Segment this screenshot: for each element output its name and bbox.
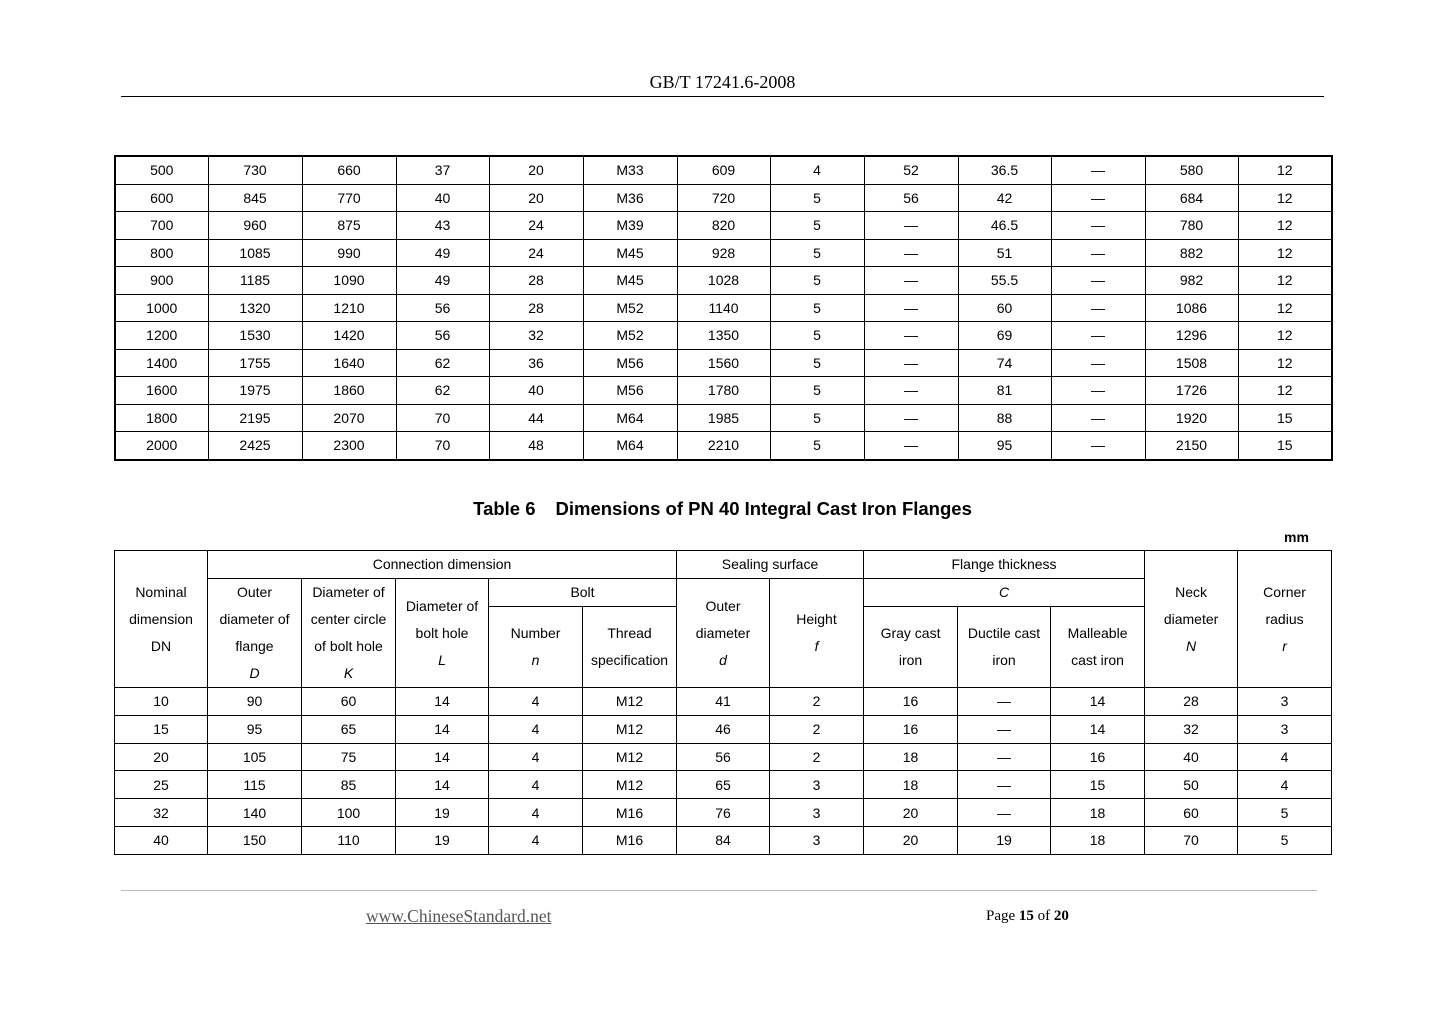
table6-header-row-1 xyxy=(115,551,1332,579)
table-cell: 65 xyxy=(677,771,770,799)
table-cell: — xyxy=(958,688,1051,716)
table-cell: 5 xyxy=(1238,799,1332,827)
table-cell: 845 xyxy=(208,184,302,212)
table-cell: — xyxy=(864,404,958,432)
table-cell: 2000 xyxy=(115,432,208,460)
table-row xyxy=(115,156,1332,184)
table-cell: 1420 xyxy=(302,322,396,350)
table-row xyxy=(115,799,1332,827)
table-cell: 55.5 xyxy=(958,267,1051,295)
table-cell: 18 xyxy=(1051,826,1145,854)
table-cell: 780 xyxy=(1145,212,1238,240)
header-connection-dimension: Connection dimension xyxy=(208,551,677,579)
table-cell: 1985 xyxy=(677,404,770,432)
table-cell: 36 xyxy=(489,349,583,377)
table-cell: 19 xyxy=(396,826,489,854)
table-cell: 730 xyxy=(208,156,302,184)
table-cell: 1090 xyxy=(302,267,396,295)
table-cell: 982 xyxy=(1145,267,1238,295)
table-cell: 2195 xyxy=(208,404,302,432)
table-cell: 5 xyxy=(770,267,864,295)
table-cell: 1860 xyxy=(302,377,396,405)
table-cell: 41 xyxy=(677,688,770,716)
table-cell: 12 xyxy=(1238,377,1332,405)
header-bolt: Bolt xyxy=(489,579,677,607)
table-cell: 1755 xyxy=(208,349,302,377)
table-cell: 5 xyxy=(770,184,864,212)
table-cell: 2 xyxy=(770,743,864,771)
table-cell: — xyxy=(864,294,958,322)
table-cell: 90 xyxy=(208,688,302,716)
table-cell: 105 xyxy=(208,743,302,771)
table-cell: 1800 xyxy=(115,404,208,432)
table-cell: 16 xyxy=(864,688,958,716)
table-cell: 14 xyxy=(396,688,489,716)
table-row xyxy=(115,688,1332,716)
table-cell: 1210 xyxy=(302,294,396,322)
table-cell: 24 xyxy=(489,239,583,267)
table-cell: M52 xyxy=(583,294,677,322)
table-cell: 28 xyxy=(489,267,583,295)
table-cell: M36 xyxy=(583,184,677,212)
table-cell: 32 xyxy=(115,799,208,827)
header-sealing-surface: Sealing surface xyxy=(677,551,864,579)
continued-dimensions-table xyxy=(114,155,1333,461)
table-cell: M16 xyxy=(583,799,677,827)
table-cell: 62 xyxy=(396,349,489,377)
table-cell: — xyxy=(864,349,958,377)
table-cell: M45 xyxy=(583,239,677,267)
table-cell: 14 xyxy=(396,743,489,771)
table-cell: — xyxy=(1051,404,1145,432)
table-cell: 928 xyxy=(677,239,770,267)
table-cell: 60 xyxy=(1145,799,1238,827)
table-cell: M64 xyxy=(583,404,677,432)
table-cell: 15 xyxy=(1238,404,1332,432)
header-gray-cast-iron: Gray cast iron xyxy=(864,607,958,688)
table-cell: 2 xyxy=(770,688,864,716)
table-cell: 18 xyxy=(864,771,958,799)
table-row xyxy=(115,715,1332,743)
table-cell: 1000 xyxy=(115,294,208,322)
table-cell: 62 xyxy=(396,377,489,405)
table-cell: 20 xyxy=(489,156,583,184)
table-cell: — xyxy=(1051,267,1145,295)
table-cell: 3 xyxy=(1238,688,1332,716)
table-cell: 1140 xyxy=(677,294,770,322)
document-id: GB/T 17241.6-2008 xyxy=(649,72,796,92)
header-height: Height f xyxy=(770,579,864,688)
table-cell: 2300 xyxy=(302,432,396,460)
header-ductile-cast-iron: Ductile cast iron xyxy=(958,607,1051,688)
table-cell: 12 xyxy=(1238,156,1332,184)
table-cell: 76 xyxy=(677,799,770,827)
table-cell: 74 xyxy=(958,349,1051,377)
table-cell: 1350 xyxy=(677,322,770,350)
table-cell: 70 xyxy=(1145,826,1238,854)
table-cell: 48 xyxy=(489,432,583,460)
table-cell: 10 xyxy=(115,688,208,716)
table-cell: M16 xyxy=(583,826,677,854)
table-cell: 42 xyxy=(958,184,1051,212)
table-cell: 1726 xyxy=(1145,377,1238,405)
table-cell: 1600 xyxy=(115,377,208,405)
table-cell: 32 xyxy=(1145,715,1238,743)
table-cell: 14 xyxy=(1051,688,1145,716)
table-cell: M12 xyxy=(583,715,677,743)
table-cell: — xyxy=(1051,184,1145,212)
table-cell: 1530 xyxy=(208,322,302,350)
table-cell: 20 xyxy=(864,799,958,827)
table-cell: 95 xyxy=(208,715,302,743)
table-cell: 18 xyxy=(1051,799,1145,827)
header-bolt-number: Number n xyxy=(489,607,583,688)
table-cell: 40 xyxy=(115,826,208,854)
table-cell: — xyxy=(1051,322,1145,350)
table-row xyxy=(115,377,1332,405)
table-row xyxy=(115,239,1332,267)
table-cell: 60 xyxy=(958,294,1051,322)
table-cell: — xyxy=(958,771,1051,799)
table-cell: 115 xyxy=(208,771,302,799)
table-cell: 960 xyxy=(208,212,302,240)
header-seal-outer-diameter: Outer diameter d xyxy=(677,579,770,688)
table-cell: 4 xyxy=(489,715,583,743)
table-row xyxy=(115,349,1332,377)
table-cell: 1920 xyxy=(1145,404,1238,432)
table-cell: M12 xyxy=(583,771,677,799)
table-cell: 1086 xyxy=(1145,294,1238,322)
table-cell: 1975 xyxy=(208,377,302,405)
table-cell: 24 xyxy=(489,212,583,240)
header-neck-diameter: Neck diameter N xyxy=(1145,551,1238,688)
table-cell: 600 xyxy=(115,184,208,212)
table-cell: 56 xyxy=(864,184,958,212)
table-cell: 800 xyxy=(115,239,208,267)
table-cell: 95 xyxy=(958,432,1051,460)
header-divider xyxy=(121,96,1324,97)
header-bolt-hole-diameter: Diameter of bolt hole L xyxy=(396,579,489,688)
table-cell: 580 xyxy=(1145,156,1238,184)
table-cell: M33 xyxy=(583,156,677,184)
table-cell: 14 xyxy=(396,771,489,799)
table-cell: — xyxy=(1051,239,1145,267)
table-cell: 51 xyxy=(958,239,1051,267)
table-cell: 20 xyxy=(489,184,583,212)
table-cell: 4 xyxy=(1238,743,1332,771)
table-cell: 70 xyxy=(396,404,489,432)
table6 xyxy=(114,550,1332,855)
table-cell: 65 xyxy=(302,715,396,743)
table-cell: 1296 xyxy=(1145,322,1238,350)
table-row xyxy=(115,826,1332,854)
table-cell: 12 xyxy=(1238,267,1332,295)
table-cell: M12 xyxy=(583,688,677,716)
table-cell: 3 xyxy=(770,799,864,827)
footer-divider xyxy=(121,890,1317,891)
table-cell: 1185 xyxy=(208,267,302,295)
table-cell: 900 xyxy=(115,267,208,295)
table-cell: 5 xyxy=(770,239,864,267)
table-row xyxy=(115,267,1332,295)
table-cell: 88 xyxy=(958,404,1051,432)
table-cell: — xyxy=(864,377,958,405)
table-cell: 28 xyxy=(1145,688,1238,716)
table-cell: 140 xyxy=(208,799,302,827)
table-row xyxy=(115,322,1332,350)
table-cell: M56 xyxy=(583,349,677,377)
table-cell: 1028 xyxy=(677,267,770,295)
table-cell: 3 xyxy=(770,771,864,799)
table-cell: 5 xyxy=(770,432,864,460)
table-cell: 49 xyxy=(396,267,489,295)
table-cell: 770 xyxy=(302,184,396,212)
table-cell: 70 xyxy=(396,432,489,460)
table-cell: 28 xyxy=(489,294,583,322)
table-cell: 1400 xyxy=(115,349,208,377)
table-cell: 56 xyxy=(396,294,489,322)
table-cell: 5 xyxy=(770,294,864,322)
table-cell: 20 xyxy=(115,743,208,771)
table-cell: 75 xyxy=(302,743,396,771)
table-cell: 4 xyxy=(1238,771,1332,799)
table-cell: 32 xyxy=(489,322,583,350)
table-cell: 49 xyxy=(396,239,489,267)
table-cell: 25 xyxy=(115,771,208,799)
table-cell: — xyxy=(1051,294,1145,322)
table-cell: 40 xyxy=(489,377,583,405)
table-cell: 100 xyxy=(302,799,396,827)
table6-unit: mm xyxy=(1284,529,1309,545)
table-cell: 5 xyxy=(770,349,864,377)
table-cell: 15 xyxy=(115,715,208,743)
page-number: Page 15 of 20 xyxy=(986,908,1069,924)
table-cell: 12 xyxy=(1238,184,1332,212)
table-cell: 44 xyxy=(489,404,583,432)
table-cell: 16 xyxy=(1051,743,1145,771)
table-cell: 5 xyxy=(770,377,864,405)
table6-title xyxy=(0,498,1445,520)
table-cell: 46.5 xyxy=(958,212,1051,240)
table-cell: 609 xyxy=(677,156,770,184)
table-cell: — xyxy=(864,432,958,460)
table-cell: 5 xyxy=(770,322,864,350)
table-cell: 720 xyxy=(677,184,770,212)
table-row xyxy=(115,212,1332,240)
table-cell: — xyxy=(864,239,958,267)
table-cell: M45 xyxy=(583,267,677,295)
table-cell: 875 xyxy=(302,212,396,240)
table-cell: M39 xyxy=(583,212,677,240)
table-row xyxy=(115,294,1332,322)
table-cell: 81 xyxy=(958,377,1051,405)
table-cell: 1320 xyxy=(208,294,302,322)
header-flange-thickness: Flange thickness xyxy=(864,551,1145,579)
table-cell: 1560 xyxy=(677,349,770,377)
table-row xyxy=(115,184,1332,212)
header-outer-diameter-flange: Outer diameter of flange D xyxy=(208,579,302,688)
table6-title-text: Dimensions of PN 40 Integral Cast Iron Flanges xyxy=(555,498,972,519)
table-cell: 52 xyxy=(864,156,958,184)
table-cell: 5 xyxy=(770,212,864,240)
table-cell: 69 xyxy=(958,322,1051,350)
table-cell: M56 xyxy=(583,377,677,405)
table-cell: — xyxy=(1051,377,1145,405)
header-center-circle-diameter: Diameter of center circle of bolt hole K xyxy=(302,579,396,688)
header-malleable-cast-iron: Malleable cast iron xyxy=(1051,607,1145,688)
table-cell: — xyxy=(1051,212,1145,240)
table-cell: 40 xyxy=(396,184,489,212)
table-cell: 37 xyxy=(396,156,489,184)
table-cell: — xyxy=(958,715,1051,743)
table-cell: — xyxy=(958,743,1051,771)
table-cell: 60 xyxy=(302,688,396,716)
table-cell: 12 xyxy=(1238,322,1332,350)
table-cell: 110 xyxy=(302,826,396,854)
table-cell: 85 xyxy=(302,771,396,799)
table-cell: 84 xyxy=(677,826,770,854)
table-cell: 4 xyxy=(489,771,583,799)
table6-body xyxy=(115,551,1332,855)
header-thread-specification: Thread specification xyxy=(583,607,677,688)
table-cell: 4 xyxy=(770,156,864,184)
table-cell: 16 xyxy=(864,715,958,743)
table-cell: — xyxy=(1051,432,1145,460)
table-cell: 684 xyxy=(1145,184,1238,212)
table-cell: 1780 xyxy=(677,377,770,405)
table-cell: — xyxy=(864,322,958,350)
table-cell: 12 xyxy=(1238,239,1332,267)
table-cell: 19 xyxy=(396,799,489,827)
table-cell: 5 xyxy=(1238,826,1332,854)
table-cell: M52 xyxy=(583,322,677,350)
table-cell: 2150 xyxy=(1145,432,1238,460)
table-cell: 36.5 xyxy=(958,156,1051,184)
table-cell: 2210 xyxy=(677,432,770,460)
table-cell: 4 xyxy=(489,743,583,771)
table-cell: 2070 xyxy=(302,404,396,432)
table-row xyxy=(115,771,1332,799)
table-cell: 20 xyxy=(864,826,958,854)
table-cell: — xyxy=(958,799,1051,827)
table-cell: 14 xyxy=(1051,715,1145,743)
table-cell: 4 xyxy=(489,799,583,827)
table-cell: 1640 xyxy=(302,349,396,377)
table-cell: — xyxy=(864,212,958,240)
header-flange-thickness-symbol: C xyxy=(864,579,1145,607)
table-cell: M64 xyxy=(583,432,677,460)
table-row xyxy=(115,432,1332,460)
header-nominal-dimension: Nominal dimension DN xyxy=(115,551,208,688)
table-row xyxy=(115,404,1332,432)
table-cell: 12 xyxy=(1238,294,1332,322)
table-cell: 12 xyxy=(1238,212,1332,240)
table-cell: 43 xyxy=(396,212,489,240)
table-cell: 820 xyxy=(677,212,770,240)
table-cell: 4 xyxy=(489,688,583,716)
table-cell: 56 xyxy=(396,322,489,350)
table-cell: M12 xyxy=(583,743,677,771)
table-cell: 14 xyxy=(396,715,489,743)
table-cell: 700 xyxy=(115,212,208,240)
table-cell: 3 xyxy=(1238,715,1332,743)
header-corner-radius: Corner radius r xyxy=(1238,551,1332,688)
table-cell: 1085 xyxy=(208,239,302,267)
table-cell: 3 xyxy=(770,826,864,854)
table-cell: — xyxy=(864,267,958,295)
table-cell: 2 xyxy=(770,715,864,743)
table-cell: 660 xyxy=(302,156,396,184)
table-cell: 882 xyxy=(1145,239,1238,267)
table-cell: 46 xyxy=(677,715,770,743)
table-row xyxy=(115,743,1332,771)
table-cell: — xyxy=(1051,156,1145,184)
table-cell: 15 xyxy=(1238,432,1332,460)
table-cell: 500 xyxy=(115,156,208,184)
table-cell: 1200 xyxy=(115,322,208,350)
website-link[interactable]: www.ChineseStandard.net xyxy=(366,906,552,926)
table-cell: 15 xyxy=(1051,771,1145,799)
table-cell: 19 xyxy=(958,826,1051,854)
table-cell: 50 xyxy=(1145,771,1238,799)
table-cell: — xyxy=(1051,349,1145,377)
table-cell: 2425 xyxy=(208,432,302,460)
table-cell: 1508 xyxy=(1145,349,1238,377)
table-cell: 150 xyxy=(208,826,302,854)
table-cell: 56 xyxy=(677,743,770,771)
table-cell: 40 xyxy=(1145,743,1238,771)
table-cell: 18 xyxy=(864,743,958,771)
table-cell: 4 xyxy=(489,826,583,854)
table-cell: 990 xyxy=(302,239,396,267)
continued-table-body xyxy=(115,156,1332,460)
table-cell: 5 xyxy=(770,404,864,432)
table-cell: 12 xyxy=(1238,349,1332,377)
table6-number: Table 6 xyxy=(473,498,536,519)
